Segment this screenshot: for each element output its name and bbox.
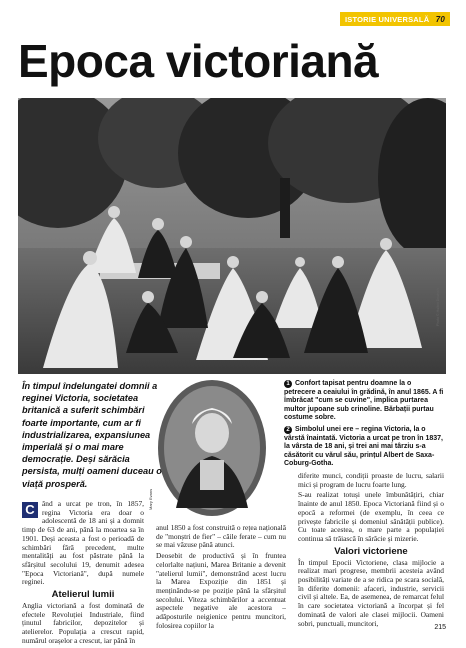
caption-1-number: 1 bbox=[284, 380, 292, 388]
col1-paragraph-1 bbox=[22, 500, 144, 587]
subhead-victorian-values: Valori victoriene bbox=[334, 545, 408, 557]
body-column-3 bbox=[298, 472, 444, 630]
body-column-2 bbox=[156, 524, 286, 632]
photo-credit: Photo © Hulton Deutsch bbox=[436, 288, 440, 326]
queen-victoria-portrait bbox=[156, 378, 268, 518]
caption-2-number: 2 bbox=[284, 426, 292, 434]
col1-p1-text: ând a urcat pe tron, în 1857, regina Victoria era doar o adolescentă de 18 ani și a domnit timp de 63 de ani, până la moartea sa în 1901. Deși aceasta a fost o perioadă de schimbări fără precedent, multe mentalități au fost păstrate până la sfârșitul secolului 19, denumit adesea "Epoca Victoriană", după numele reginei. bbox=[22, 499, 144, 587]
subhead-workshop-of-the-world: Atelierul lumii bbox=[51, 589, 115, 601]
caption-2-text: Simbolul unei ere – regina Victoria, la o vârstă înaintată. Victoria a urcat pe tron în 1837, la vârsta de 18 ani, și trei ani mai târziu s-a căsătorit cu vărul său, prințul Albert de Saxa-Coburg-Gotha. bbox=[284, 426, 443, 468]
col3-paragraph-1: diferite munci, condiții proaste de lucru, salarii mici și program de lucru foarte lung. bbox=[298, 471, 444, 489]
portrait-credit: Mary Evans bbox=[148, 488, 153, 510]
article-title: Epoca victoriană bbox=[18, 35, 379, 87]
col1-paragraph-2: Anglia victoriană a fost dominată de efectele Revoluției Industriale, fiind ținutul fabricilor, depozitelor și atelierelor. Populația a crescut rapid, numărul orașelor a crescut, iar până în bbox=[22, 601, 144, 645]
intro-paragraph: În timpul îndelungatei domnii a reginei Victoria, societatea britanică a suferit schimbări foarte importante, cum ar fi industrializarea, expansiunea imperială și o mai mare democrație. Deși sărăcia persista, mulți oameni duceau o viață prosperă. bbox=[22, 381, 162, 489]
footer-page-number: 215 bbox=[434, 624, 446, 631]
col3-paragraph-3: În timpul Epocii Victoriene, clasa mijlocie a realizat mari progrese, membrii acesteia având posibilități variate de a se ridica pe scara socială, în diferite domenii: afaceri, industrie, servicii civil și altele. Ea, de asemenea, de remarcat felul în care societatea victoriană a încorpat și fel dominată de valori ale clasei mijlocii. Oameni sobri, punctuali, muncitori, bbox=[298, 557, 444, 628]
caption-2 bbox=[284, 426, 444, 469]
section-header-bar bbox=[340, 12, 450, 26]
col2-paragraph-2: Deosebit de productivă și în fruntea celorlalte națiuni, Marea Britanie a devenit "atelierul lumii", demonstrând acest lucru la Marea Expoziție din 1851 și menținându-se pe poziție până la sfârșitul secolului. Viteza schimbărilor a accentuat aspectele negative ale acestora – adăposturile neigienice pentru muncitori, folosirea copiilor la bbox=[156, 551, 286, 630]
garden-tea-party-photo bbox=[18, 98, 446, 374]
body-column-1 bbox=[22, 500, 144, 648]
queen-victoria-illustration bbox=[156, 378, 268, 518]
col2-paragraph-1: anul 1850 a fost construită o rețea națională de "monștri de fier" – căile ferate – cum nu se mai văzuse până atunci. bbox=[156, 523, 286, 550]
caption-1-text: Confort tapisat pentru doamne la o petrecere a ceaiului în grădină, în anul 1865. A fi îmbrăcat "cum se cuvine", implica purtarea multor jupoane sub crinoline. Bărbații purtau costume sobre. bbox=[284, 380, 444, 422]
garden-tea-party-illustration bbox=[18, 98, 446, 374]
col3-paragraph-2: S-au realizat totuși unele îmbunătățiri, chiar înainte de anul 1850. Epoca Victoriană fiind și o epocă a reformei (de exemplu, în ceea ce privește fabricile și domeniul sănătății publice). Cu toate acestea, o mare parte a populației continua să trăiască în sărăcie și mizerie. bbox=[298, 490, 444, 543]
section-label: ISTORIE UNIVERSALĂ bbox=[345, 14, 430, 24]
drop-cap: C bbox=[22, 502, 38, 518]
series-page-number: 70 bbox=[435, 14, 445, 24]
caption-1 bbox=[284, 380, 444, 423]
